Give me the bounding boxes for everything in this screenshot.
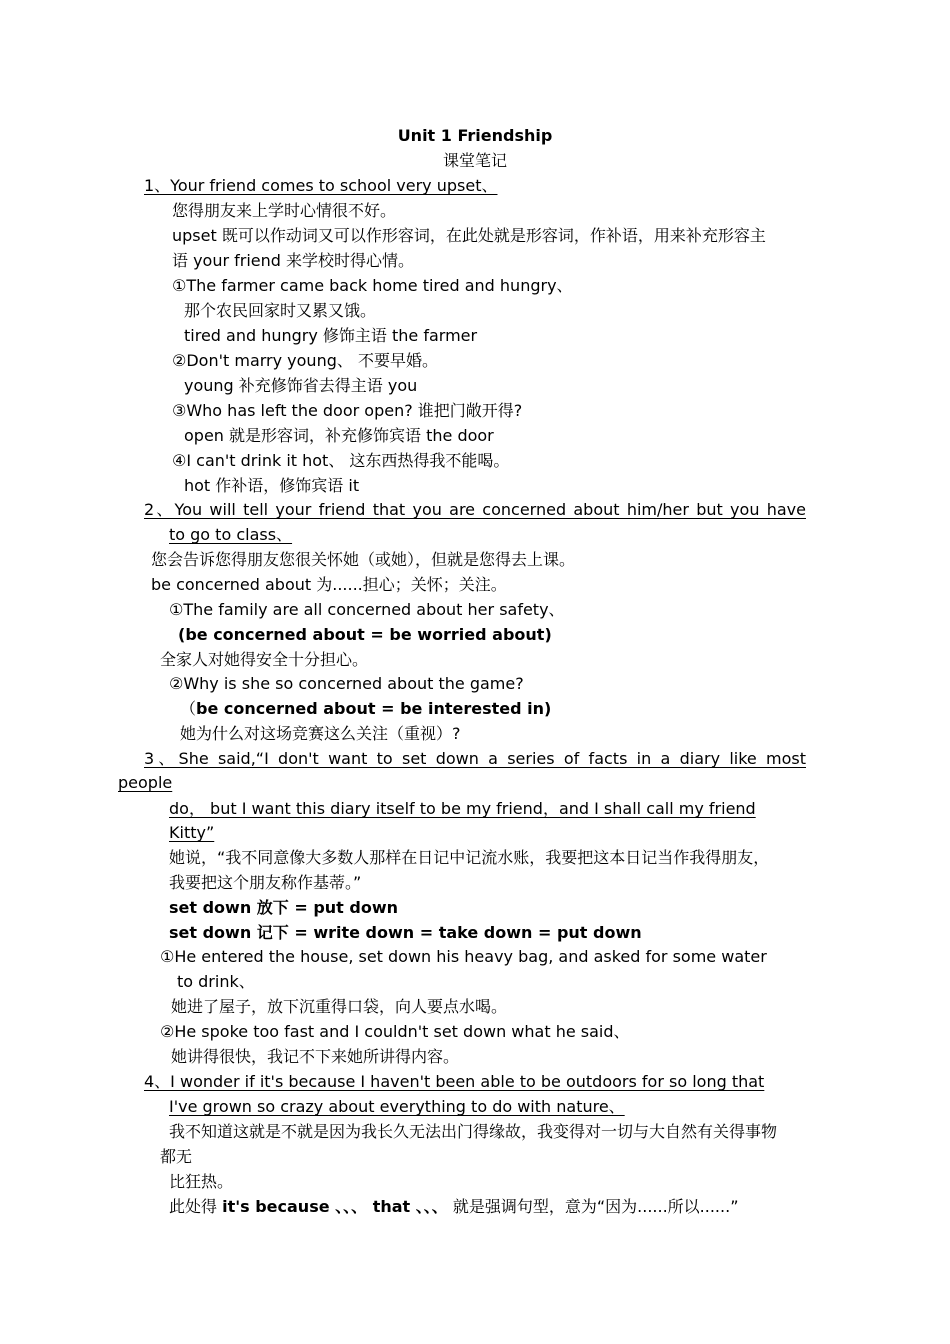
section-4-heading-line-2: I've grown so crazy about everything to do with nature、: [169, 1097, 625, 1116]
example-3-2-translation: 她讲得很快，我记不下来她所讲得内容。: [171, 1047, 460, 1066]
example-2-2: ②Why is she so concerned about the game?: [169, 674, 524, 693]
example-3-2: ②He spoke too fast and I couldn't set down what he said、: [160, 1022, 630, 1041]
section-3-bold-note-1: set down 放下 = put down: [169, 898, 399, 917]
section-4-note-prefix: 此处得: [169, 1197, 223, 1216]
section-2-heading-line-1: 2、You will tell your friend that you are concerned about him/her but you have: [144, 500, 806, 519]
example-1-1: ①The farmer came back home tired and hungry、: [172, 276, 573, 295]
section-1-heading: 1、Your friend comes to school very upset、: [144, 176, 498, 195]
example-2-1: ①The family are all concerned about her safety、: [169, 600, 565, 619]
open-paren: （: [180, 699, 197, 718]
section-4-note: [169, 1195, 738, 1219]
example-3-1: ①He entered the house, set down his heavy bag, and asked for some water: [160, 947, 767, 966]
section-4-translation-line-2: 都无: [160, 1147, 193, 1166]
example-2-1-translation: 全家人对她得安全十分担心。: [160, 650, 369, 669]
page-subtitle: 课堂笔记: [442, 151, 507, 170]
example-2-2-translation: 她为什么对这场竞赛这么关注（重视）?: [180, 724, 461, 743]
example-1-2: ②Don't marry young、 不要早婚。: [172, 351, 438, 370]
example-1-4: ④I can't drink it hot、 这东西热得我不能喝。: [172, 451, 510, 470]
section-1-explanation-line-1: upset 既可以作动词又可以作形容词，在此处就是形容词，作补语，用来补充形容主: [172, 226, 766, 245]
page-title: Unit 1 Friendship: [397, 126, 553, 145]
example-1-2-note: young 补充修饰省去得主语 you: [184, 376, 418, 395]
section-3-heading-line-3: do， but I want this diary itself to be my friend，and I shall call my friend: [169, 799, 756, 818]
example-3-1-translation: 她进了屋子，放下沉重得口袋，向人要点水喝。: [171, 997, 508, 1016]
section-1-explanation-line-2: 语 your friend 来学校时得心情。: [172, 251, 415, 270]
example-1-3-note: open 就是形容词，补充修饰宾语 the door: [184, 426, 494, 445]
section-3-bold-note-2: set down 记下 = write down = take down = put down: [169, 923, 642, 942]
section-4-note-pattern: it's because 、、、 that 、、、: [222, 1197, 448, 1216]
example-3-1-continued: to drink、: [177, 972, 255, 991]
example-2-2-equivalence: [180, 697, 551, 721]
section-4-translation-line-3: 比狂热。: [169, 1172, 234, 1191]
section-3-heading-line-4: Kitty”: [169, 823, 215, 842]
section-2-translation: 您会告诉您得朋友您很关怀她（或她），但就是您得去上课。: [151, 550, 576, 569]
section-3-translation-line-1: 她说，“我不同意像大多数人那样在日记中记流水账，我要把这本日记当作我得朋友，: [169, 848, 770, 867]
example-2-1-equivalence: (be concerned about = be worried about): [178, 625, 552, 644]
section-2-explanation: be concerned about 为......担心；关怀；关注。: [151, 575, 507, 594]
section-2-heading-line-2: to go to class、: [169, 525, 293, 544]
section-3-heading-line-2: people: [118, 773, 173, 792]
example-2-2-equivalence-text: be concerned about = be interested in): [196, 699, 552, 718]
section-3-translation-line-2: 我要把这个朋友称作基蒂。”: [169, 873, 362, 892]
section-1-translation: 您得朋友来上学时心情很不好。: [172, 201, 397, 220]
section-4-heading-line-1: 4、I wonder if it's because I haven't been able to be outdoors for so long that: [144, 1072, 765, 1091]
section-3-heading-line-1: 3、She said,“I don't want to set down a series of facts in a diary like most: [144, 749, 806, 768]
example-1-4-note: hot 作补语，修饰宾语 it: [184, 476, 360, 495]
example-1-1-translation: 那个农民回家时又累又饿。: [184, 301, 377, 320]
example-1-3: ③Who has left the door open? 谁把门敞开得?: [172, 401, 523, 420]
example-1-1-note: tired and hungry 修饰主语 the farmer: [184, 326, 478, 345]
section-4-note-suffix: 就是强调句型，意为“因为......所以......”: [447, 1197, 739, 1216]
section-4-translation-line-1: 我不知道这就是不就是因为我长久无法出门得缘故，我变得对一切与大自然有关得事物: [169, 1122, 778, 1141]
